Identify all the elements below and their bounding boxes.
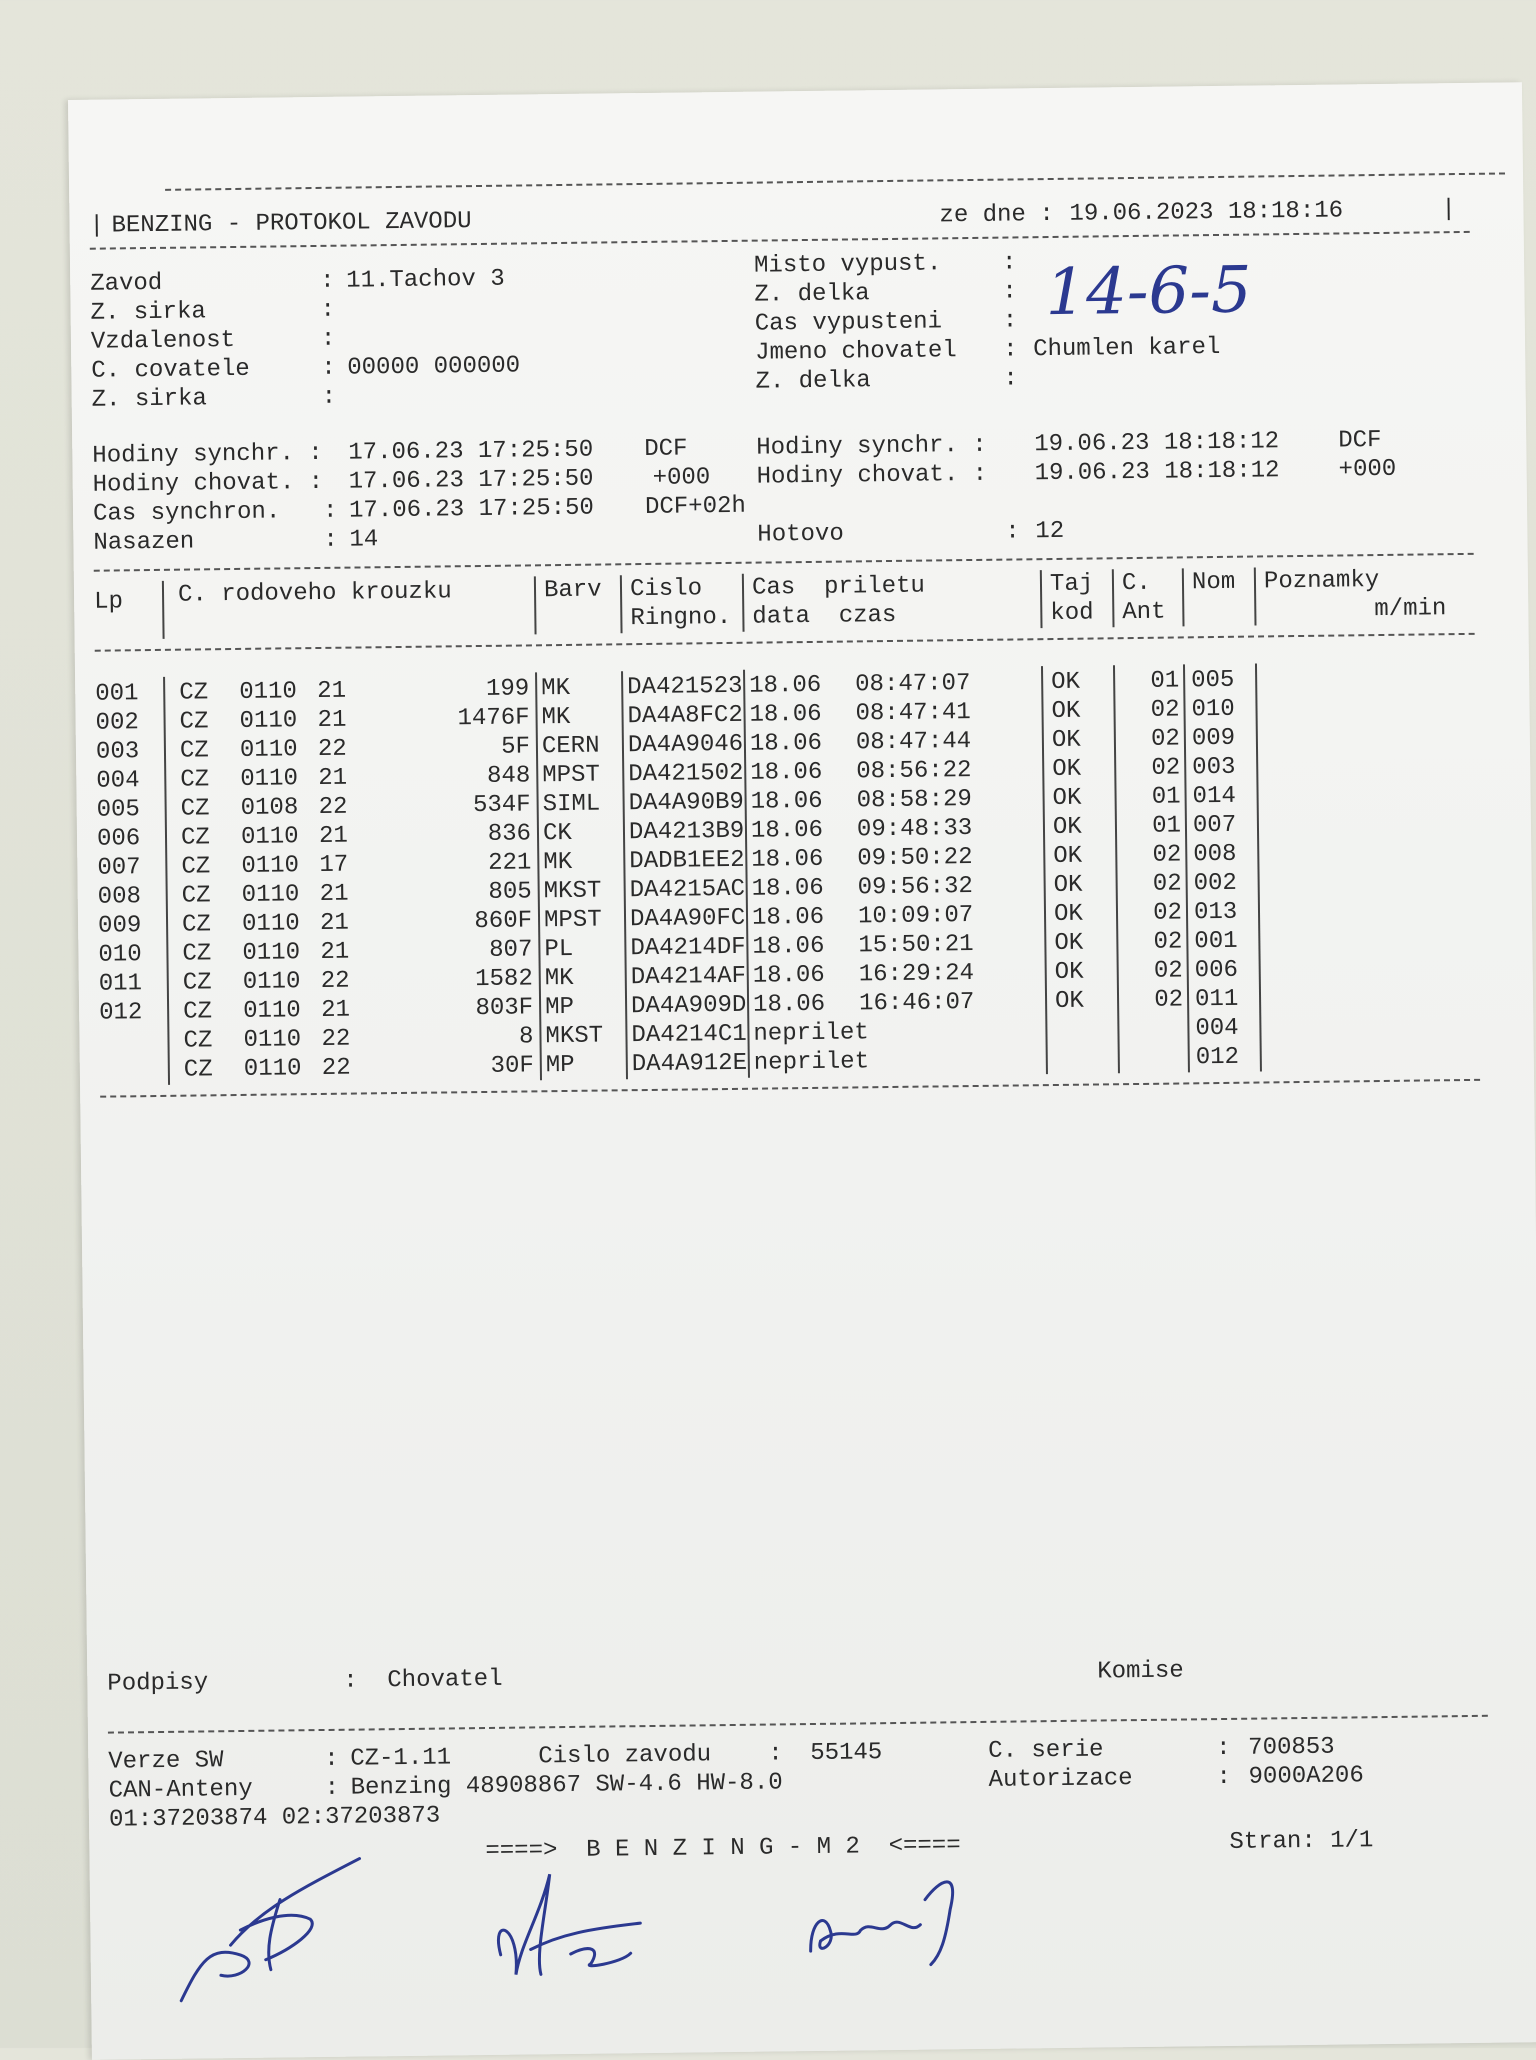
- col-cas-sub: data czas: [752, 601, 897, 631]
- cell-time: 08:47:44: [855, 728, 972, 757]
- cell-year: 21: [318, 764, 348, 792]
- info-value: 00000 000000: [347, 352, 521, 382]
- col-separator: [620, 575, 623, 633]
- cell-kod: OK: [1052, 755, 1082, 784]
- footer-rule: [108, 1715, 1488, 1734]
- info-label: Z. delka: [754, 280, 870, 309]
- cell-ringno: DA4A8FC2: [627, 701, 743, 731]
- cell-org: 0110: [241, 881, 300, 909]
- footer-label: Verze SW: [108, 1747, 224, 1776]
- cell-ring-number: 836: [487, 820, 532, 848]
- cell-date: neprilet: [753, 1048, 870, 1077]
- cell-ant: 02: [1150, 725, 1181, 753]
- cell-country: CZ: [181, 882, 211, 910]
- col-taj: Taj: [1049, 570, 1094, 599]
- cell-year: 22: [320, 967, 350, 995]
- cell-country: CZ: [181, 853, 211, 881]
- sync-value: 17.06.23 17:25:50: [348, 436, 594, 467]
- info-label: Jmeno chovatel: [754, 337, 957, 367]
- cell-year: 21: [319, 909, 350, 937]
- cell-nom: 011: [1194, 985, 1239, 1014]
- sync-value: 19.06.23 18:18:12: [1034, 457, 1280, 488]
- cell-ringno: DA4A90B9: [628, 788, 745, 818]
- cell-nom: 006: [1194, 956, 1239, 985]
- cell-date: 18.06: [749, 700, 822, 729]
- footer-label: Cislo zavodu: [538, 1741, 712, 1771]
- cell-ringno: DA4213B9: [628, 817, 745, 847]
- sync-label: Hodiny synchr.: [92, 440, 295, 470]
- info-label: Misto vypust.: [753, 250, 942, 280]
- info-label: Zavod: [90, 269, 163, 298]
- col-separator: [1112, 569, 1115, 627]
- cell-ring-number: 30F: [490, 1052, 534, 1080]
- footer: Verze SW : CZ-1.11 Cislo zavodu : 55145 C. serie : 700853 CAN-Anteny : Benzing 48908867 SW-4.6 HW-8.0 Autorizace : 9000A206 01:37203874 02:37203873 ====> B E N Z I N G - M 2 <==== Stran: 1/1: [108, 1733, 1374, 1866]
- col-lp: Lp: [93, 588, 124, 616]
- cell-lp: 005: [96, 796, 141, 824]
- header-top-rule: [165, 172, 1505, 190]
- cell-org: 0110: [243, 1026, 302, 1054]
- cell-country: CZ: [182, 940, 212, 968]
- cell-country: CZ: [180, 824, 211, 852]
- cell-barv: CK: [542, 819, 572, 848]
- cell-country: CZ: [179, 708, 209, 736]
- col-cas: Cas priletu: [751, 572, 925, 602]
- cell-date: 18.06: [751, 903, 825, 932]
- cell-ringno: DA421523: [627, 672, 743, 702]
- cell-time: 09:50:22: [857, 844, 973, 873]
- sync-suffix: DCF: [644, 435, 688, 463]
- cell-country: CZ: [183, 1056, 213, 1084]
- col-nom: Nom: [1191, 568, 1236, 597]
- cell-time: 08:47:07: [855, 670, 971, 699]
- header-right-bar: |: [1441, 196, 1457, 224]
- cell-date: 18.06: [750, 816, 824, 845]
- info-label: Z. sirka: [90, 298, 206, 327]
- cell-lp: 012: [98, 999, 143, 1027]
- footer-value: CZ-1.11: [350, 1744, 452, 1773]
- cell-ant: 02: [1153, 928, 1183, 956]
- cell-nom: 008: [1193, 840, 1237, 869]
- cell-time: 16:29:24: [858, 959, 975, 989]
- cell-lp: 010: [98, 941, 142, 969]
- col-separator: [1182, 568, 1185, 626]
- footer-label: C. serie: [988, 1736, 1104, 1765]
- info-label: Z. sirka: [91, 385, 208, 414]
- cell-lp: 003: [95, 738, 140, 766]
- cell-time: 15:50:21: [858, 931, 974, 960]
- header-left-bar: |: [89, 212, 105, 240]
- race-info-left: Zavod : 11.Tachov 3 Z. sirka : Vzdalenost : C. covatele : 00000 000000 Z. sirka :: [90, 265, 521, 414]
- cell-ringno: DA4A9046: [627, 730, 744, 760]
- cell-barv: MK: [541, 703, 571, 732]
- cell-date: 18.06: [752, 990, 826, 1019]
- sync-suffix: +000: [652, 464, 711, 492]
- header-date-value: 19.06.2023 18:18:16: [1069, 197, 1344, 228]
- cell-ant: 02: [1153, 957, 1183, 985]
- cell-date: 18.06: [749, 729, 823, 758]
- sync-value: 17.06.23 17:25:50: [348, 494, 595, 525]
- info-value: 11.Tachov 3: [346, 265, 505, 295]
- cell-kod: OK: [1053, 900, 1083, 929]
- cell-ring-number: 807: [489, 936, 533, 964]
- sync-value: 19.06.23 18:18:12: [1034, 428, 1280, 459]
- cell-date: 18.06: [749, 671, 822, 700]
- cell-ring-number: 860F: [474, 907, 533, 936]
- cell-barv: MK: [544, 964, 574, 993]
- cell-ringno: DA4214DF: [630, 933, 746, 963]
- cell-ringno: DA4A909D: [630, 991, 747, 1021]
- cell-lp: 009: [97, 912, 142, 940]
- cell-ringno: DA421502: [628, 759, 744, 789]
- cell-kod: OK: [1051, 726, 1081, 755]
- cell-country: CZ: [180, 795, 210, 823]
- cell-lp: 004: [96, 767, 140, 795]
- col-ring: C. rodoveho krouzku: [177, 578, 452, 609]
- cell-kod: OK: [1052, 784, 1082, 813]
- cell-kod: OK: [1053, 842, 1083, 871]
- cell-nom: 010: [1191, 695, 1235, 724]
- cell-date: neprilet: [753, 1019, 869, 1048]
- cell-nom: 014: [1192, 782, 1236, 811]
- footer-value: 9000A206: [1248, 1762, 1364, 1791]
- protocol-sheet: | BENZING - PROTOKOL ZAVODU ze dne : 19.06.2023 18:18:16 | Zavod : 11.Tachov 3 Z. sirka : Vzdalenost : C. covatele : 00000 000000 Z. sirka : Misto vypust. : Z. delka : Cas vypusteni : Jmeno chovatel : Chumlen karel Z. delka : 14-6-5 Hodiny synchr. : 17.06.23 17:25:50 DCF Hodiny chovat. : 17.06.23 17:25:50 +000 Cas synchron. : 17.06.23 17:25:50 DCF+02h Nasazen : 14 Hodiny synchr. : 19.06.23 18:18:12 DCF Hodiny chovat. : 19.06.23 18:18:12 +000 Hotovo : 12 Lp C. rodoveho krouzku Barv Cislo Ringno. Cas priletu data czas Taj kod C. Ant Nom Poznamky m/min 001 CZ 0110 21 199 MK DA421523 18.06 08:47:07 OK 01 005 002 CZ 0110 21 1476F MK DA4A8FC2 18.06 08:47:41 OK 02 010 003 CZ 0110 22 5F CERN DA4A9046 18.06 08:47:44 OK 02 009 004 CZ 0110 21 848 MPST DA421502 18.06 08:56:22 OK 02 003 005 CZ 0108 22 534F SIML DA4A90B9 18.06 08:58:29 OK 01 014 006 CZ 0110 21 836 CK DA4213B9 18.06 09:48:33 OK 01 007 007 CZ 0110 17 221 MK DADB1EE2 18.06 09:50:22 OK 02 008 008 CZ 0110 21 805 MKST DA4215AC 18.06 09:56:32 OK 02 002 009 CZ 0110 21 860F MPST DA4A90FC 18.06 10:09:07 OK 02 013 010 CZ 0110 21 807 PL DA4214DF 18.06 15:50:21 OK 02 001 011 CZ 0110 22 1582 MK DA4214AF 18.06 16:29:24 OK 02 006 012 CZ 0110 21 803F MP DA4A909D 18.06 16:46:07 OK 02 011 CZ 0110 22 8 MKST DA4214C1 neprilet 004 CZ 0110 22 30F MP DA4A912E neprilet 012 Podpisy : Chovatel Komise Verze SW : CZ-1.11 Cislo zavodu : 55145 C. serie : 700853 CAN-Anteny : Benzing 48908867 SW-4.6 HW-8.0 Autorizace : 9000A206 01:37203874 02:37203873 ====> B E N Z I N G - M 2 <==== Stran: 1/1: [68, 82, 1536, 2060]
- cell-barv: MKST: [545, 1022, 604, 1051]
- cell-year: 21: [317, 706, 347, 734]
- cell-lp: 001: [95, 680, 139, 708]
- sync-label: Nasazen: [93, 528, 195, 557]
- cell-year: 22: [321, 1054, 351, 1082]
- cell-barv: MK: [543, 848, 573, 877]
- cell-country: CZ: [182, 998, 213, 1026]
- sync-label: Hotovo: [757, 520, 844, 549]
- col-cislo: Cislo: [629, 575, 703, 604]
- signatures-label: Podpisy: [107, 1669, 209, 1698]
- cell-barv: MP: [544, 993, 575, 1022]
- cell-ant: [1125, 1014, 1183, 1015]
- cell-kod: OK: [1052, 813, 1082, 842]
- cell-date: 18.06: [750, 758, 823, 787]
- col-ant-sub: Ant: [1122, 598, 1166, 627]
- cell-ringno: DA4A912E: [631, 1049, 748, 1079]
- cell-country: CZ: [181, 911, 212, 939]
- cell-year: 22: [317, 735, 347, 763]
- cell-org: 0108: [240, 794, 299, 822]
- cell-ant: 01: [1151, 783, 1181, 811]
- cell-ring-number: 5F: [500, 733, 531, 761]
- cell-barv: CERN: [541, 732, 600, 761]
- col-separator: [1040, 570, 1043, 628]
- cell-year: 21: [320, 996, 351, 1024]
- cell-date: 18.06: [752, 932, 825, 961]
- signature-2: [479, 1853, 681, 1995]
- col-separator: [742, 574, 745, 632]
- cell-date: 18.06: [751, 874, 824, 903]
- cell-barv: MK: [541, 674, 571, 703]
- page-indicator: Stran: 1/1: [1229, 1827, 1374, 1856]
- cell-org: 0110: [240, 765, 299, 793]
- cell-ant: 02: [1151, 754, 1181, 782]
- cell-nom: 001: [1194, 927, 1238, 956]
- cell-kod: OK: [1053, 871, 1083, 900]
- col-separator: [1254, 568, 1257, 626]
- cell-time: 08:47:41: [855, 699, 971, 728]
- cell-kod: OK: [1054, 929, 1084, 958]
- cell-ring-number: 221: [487, 849, 532, 877]
- sync-suffix: DCF+02h: [644, 492, 747, 521]
- sync-value: 14: [349, 526, 379, 554]
- benzing-banner: ====> B E N Z I N G - M 2 <====: [485, 1832, 961, 1866]
- col-separator: [162, 581, 165, 639]
- cell-ant: 01: [1150, 667, 1180, 695]
- sync-suffix: DCF: [1338, 426, 1382, 455]
- header-date-label: ze dne: [939, 201, 1027, 230]
- cell-date: 18.06: [752, 961, 825, 990]
- cell-nom: 009: [1191, 724, 1236, 753]
- info-label: Cas vypusteni: [754, 308, 943, 338]
- handwritten-note: 14-6-5: [1044, 253, 1252, 331]
- signature-chovatel-label: Chovatel: [387, 1665, 503, 1695]
- cell-barv: PL: [544, 935, 574, 964]
- col-cislo-sub: Ringno.: [630, 603, 732, 633]
- breeder-name: Chumlen karel: [1032, 333, 1221, 364]
- info-label: C. covatele: [91, 355, 250, 385]
- cell-ant: [1126, 1043, 1184, 1044]
- cell-ring-number: 1582: [475, 965, 533, 994]
- col-separator: [534, 576, 537, 634]
- cell-time: 10:09:07: [857, 902, 974, 931]
- cell-ringno: DADB1EE2: [629, 846, 745, 876]
- cell-date: 18.06: [751, 845, 824, 874]
- info-label: Vzdalenost: [90, 326, 236, 356]
- cell-barv: MPST: [542, 761, 601, 790]
- table-header-rule: [95, 633, 1475, 652]
- sync-block: Hodiny synchr. : 17.06.23 17:25:50 DCF Hodiny chovat. : 17.06.23 17:25:50 +000 Cas synchron. : 17.06.23 17:25:50 DCF+02h Nasazen : 14 Hodiny synchr. : 19.06.23 18:18:12 DCF Hodiny chovat. : 19.06.23 18:18:12 +000 Hotovo : 12: [92, 426, 1397, 557]
- cell-ant: 02: [1154, 986, 1184, 1014]
- cell-year: 22: [318, 793, 348, 821]
- cell-barv: MP: [545, 1051, 575, 1080]
- cell-year: 17: [319, 851, 349, 879]
- cell-nom: 004: [1195, 1014, 1239, 1043]
- cell-lp: 007: [97, 854, 141, 882]
- cell-year: 22: [321, 1025, 351, 1053]
- cell-kod: OK: [1054, 987, 1085, 1016]
- cell-org: 0110: [240, 823, 299, 851]
- cell-lp: 006: [96, 825, 141, 853]
- cell-ring-number: 805: [488, 878, 532, 906]
- sync-label: Cas synchron.: [92, 498, 295, 528]
- cell-year: 21: [319, 880, 349, 908]
- cell-country: CZ: [183, 1027, 213, 1055]
- cell-org: 0110: [242, 997, 301, 1025]
- cell-org: 0110: [241, 852, 300, 880]
- cell-ring-number: 8: [518, 1023, 534, 1051]
- cell-org: 0110: [239, 707, 298, 735]
- header-title: BENZING - PROTOKOL ZAVODU: [111, 208, 472, 240]
- footer-label: Autorizace: [988, 1765, 1133, 1794]
- cell-ringno: DA4214AF: [630, 962, 747, 992]
- cell-barv: MKST: [543, 877, 602, 906]
- cell-barv: MPST: [543, 906, 602, 935]
- sync-label: Hodiny chovat.: [92, 469, 295, 499]
- cell-time: 09:56:32: [857, 873, 974, 902]
- cell-org: 0110: [241, 910, 300, 938]
- cell-org: 0110: [242, 939, 301, 967]
- cell-time: 08:56:22: [856, 757, 972, 786]
- cell-ring-number: 1476F: [457, 704, 530, 733]
- cell-nom: 013: [1193, 898, 1238, 927]
- sync-suffix: +000: [1338, 455, 1397, 484]
- cell-ant: 02: [1150, 696, 1180, 724]
- cell-ant: 02: [1152, 841, 1182, 869]
- sync-value: 17.06.23 17:25:50: [348, 465, 594, 496]
- cell-kod: OK: [1054, 958, 1084, 987]
- cell-ant: 01: [1151, 812, 1182, 840]
- cell-time: 08:58:29: [856, 786, 972, 815]
- signature-1: [169, 1848, 371, 2010]
- cell-org: 0110: [239, 736, 298, 764]
- cell-time: 09:48:33: [856, 815, 973, 844]
- cell-lp: 011: [98, 970, 143, 998]
- sync-label: Hodiny chovat.: [756, 461, 959, 491]
- footer-value: 700853: [1248, 1733, 1335, 1762]
- footer-label: CAN-Anteny: [108, 1775, 253, 1805]
- cell-org: 0110: [239, 678, 298, 706]
- col-pozn: Poznamky: [1263, 567, 1380, 596]
- sync-value: 12: [1035, 517, 1065, 546]
- signature-komise-label: Komise: [1097, 1657, 1184, 1686]
- cell-year: 21: [318, 822, 348, 850]
- col-barv: Barv: [543, 576, 602, 605]
- cell-kod: OK: [1051, 697, 1081, 726]
- cell-date: 18.06: [750, 787, 823, 816]
- cell-org: 0110: [242, 968, 301, 996]
- cell-ring-number: 534F: [472, 791, 531, 820]
- cell-lp: 002: [95, 709, 139, 737]
- cell-ringno: DA4215AC: [629, 875, 746, 905]
- cell-ringno: DA4214C1: [631, 1020, 747, 1050]
- cell-ring-number: 803F: [475, 994, 534, 1023]
- cell-country: CZ: [179, 737, 209, 765]
- info-label: Z. delka: [755, 367, 871, 396]
- antenna-ids: 01:37203874 02:37203873: [108, 1802, 441, 1834]
- cell-nom: 005: [1191, 666, 1235, 695]
- footer-value: Benzing 48908867 SW-4.6 HW-8.0: [350, 1769, 783, 1802]
- cell-country: CZ: [179, 679, 209, 707]
- cell-org: 0110: [243, 1055, 302, 1083]
- cell-lp: 008: [97, 883, 142, 911]
- cell-year: 21: [317, 677, 347, 705]
- cell-ring-number: 199: [485, 675, 530, 703]
- cell-country: CZ: [180, 766, 210, 794]
- cell-ant: 02: [1152, 870, 1182, 898]
- sync-label: Hodiny synchr.: [756, 432, 959, 462]
- signature-3: [799, 1839, 1001, 1981]
- cell-nom: 007: [1192, 811, 1237, 840]
- col-taj-sub: kod: [1050, 599, 1094, 628]
- cell-ringno: DA4A90FC: [629, 904, 746, 934]
- cell-time: 16:46:07: [858, 988, 975, 1018]
- cell-nom: 002: [1193, 869, 1238, 898]
- cell-barv: SIML: [542, 790, 601, 819]
- cell-kod: OK: [1051, 668, 1081, 697]
- cell-country: CZ: [182, 969, 212, 997]
- cell-year: 21: [320, 938, 350, 966]
- cell-nom: 003: [1192, 753, 1236, 782]
- cell-ring-number: 848: [486, 762, 531, 790]
- col-ant: C.: [1121, 569, 1151, 598]
- col-pozn-sub: m/min: [1374, 595, 1447, 624]
- cell-nom: 012: [1195, 1043, 1240, 1072]
- header-date-colon: :: [1039, 200, 1055, 229]
- footer-value: 55145: [810, 1739, 883, 1768]
- race-info-right: Misto vypust. : Z. delka : Cas vypusteni : Jmeno chovatel : Chumlen karel Z. delka :: [753, 249, 1221, 396]
- cell-ant: 02: [1153, 899, 1183, 927]
